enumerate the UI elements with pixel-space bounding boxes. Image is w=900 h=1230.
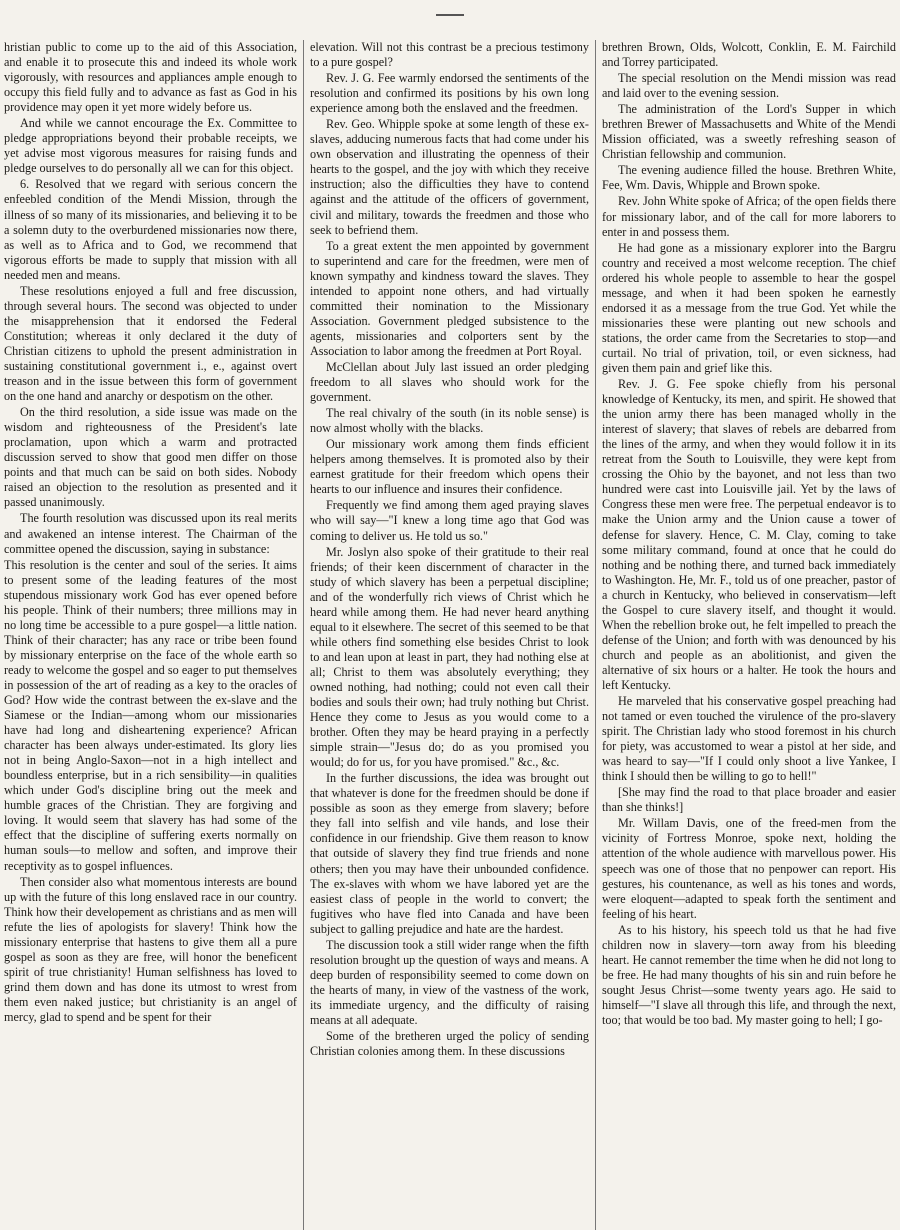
paragraph: Mr. Willam Davis, one of the freed-men from the vicinity of Fortress Monroe, spoke next, holding the attention of the whole audience with marvellous power. His speech was one of those that no penpower can report. His gestures, his countenance, as well as his tones and words, were eloquent—adapted to speak forth the sentiment and feeling of his heart. <box>602 816 896 921</box>
paragraph: The administration of the Lord's Supper in which brethren Brewer of Massachusetts and White of the Mendi Mission officiated, was a sweetly refreshing season of Christian fellowship and communion. <box>602 102 896 162</box>
paragraph: Frequently we find among them aged praying slaves who will say—"I knew a long time ago that God was coming to deliver us. He told us so." <box>310 498 589 543</box>
paragraph: Rev. Geo. Whipple spoke at some length of these ex-slaves, adducing numerous facts that had come under his own observation and illustrating the openness of their hearts to the gospel, and the joy with which they receive instruction; also the difficulties they have to contend against and the attitude of the officers of government, civil and military, towards the freedmen and those who seek to befriend them. <box>310 117 589 237</box>
paragraph: [She may find the road to that place broader and easier than she thinks!] <box>602 785 896 815</box>
paragraph: The real chivalry of the south (in its noble sense) is now almost wholly with the blacks. <box>310 406 589 436</box>
paragraph: Some of the bretheren urged the policy of sending Christian colonies among them. In these discussions <box>310 1029 589 1059</box>
column-3 <box>595 40 900 1230</box>
paragraph: 6. Resolved that we regard with serious concern the enfeebled condition of the Mendi Mission, through the illness of so many of its missionaries, and believing it to be a solemn duty to the overburdened missionaries now there, as well as to Africa and to God, we recommend that vigorous efforts be made to supply that mission with all needed men and means. <box>4 177 297 282</box>
paragraph: McClellan about July last issued an order pledging freedom to all slaves who should work for the government. <box>310 359 589 405</box>
paragraph: Rev. J. G. Fee spoke chiefly from his personal knowledge of Kentucky, its men, and spirit. He showed that the union army there has been managed wholly in the interest of slavery; that slaves of rebels are debarred from the lines of the army, and when they would follow it in its retreat from the South to Louisville, they were kept from crossing the Ohio by the bayonet, and not less than two hundred were cast into Louisville jail. Yet by the laws of Congress these men were free. The perpetual endeavor is to make the Union army and the Union cause a tower of defense for slavery. Hence, C. M. Clay, coming to take some military command, found at once that he could do nothing and be nothing there, and turned back immediately to Washington. He, Mr. F., told us of one preacher, pastor of a church in Kentucky, who believed in conservatism—left the Gospel to cure slavery itself, and thought it would. When the rebellion broke out, he felt impelled to preach the defense of the Union; and forth with was denounced by his church and people as an abolitionist, and given the alternative of six hours or a halter. He took the hours and left Kentucky. <box>602 377 896 692</box>
paragraph: This resolution is the center and soul of the series. It aims to present some of the leading features of the most stupendous missionary work God has ever opened before his people. Think of their numbers; three millions may in no long time be accessible to a pure gospel—a little nation. Think of their character; has any race or tribe been found by missionary enterprise on the face of the whole earth so ready to welcome the gospel and so eager to put themselves in possession of the art of reading as a key to the oracles of God? How wide the contrast between the ex-slave and the Siamese or the Indian—among whom our missionaries have had long and disheartening experience? African character has been always under-estimated. Its glory lies not in being Anglo-Saxon—not in a high intellect and boundless enterprise, but in a rich sensibility—in qualities which under God's discipline bring out the meek and humble graces of the Christian. They are forgiving and loving. It would seem that slavery has had some of the effect that the discipline of suffering exerts normally on human souls—to mellow and soften, and improve their receptivity as to gospel influences. <box>4 557 297 873</box>
paragraph: The fourth resolution was discussed upon its real merits and awakened an intense interest. The Chairman of the committee opened the discussion, saying in substance: <box>4 511 297 556</box>
paragraph: He had gone as a missionary explorer into the Bargru country and received a most welcome reception. The chief ordered his whole people to assemble to hear the gospel message, and when it had been spoken he earnestly endorsed it as a message from the true God. Yet while the missionaries these were planting out new schools and stations, the order came from the Secretaries to stop—and curtail. No trial of privation, toil, or even sickness, had given them pain and grief like this. <box>602 240 896 375</box>
paragraph: hristian public to come up to the aid of this Association, and enable it to prosecute this and indeed its whole work vigorously, with resources and appliances ample enough to occupy this field fully and to advance as fast as God in his providence may open it yet more widely before us. <box>4 40 297 115</box>
paragraph: elevation. Will not this contrast be a precious testimony to a pure gospel? <box>310 40 589 70</box>
article-columns <box>0 40 900 1230</box>
paragraph: He marveled that his conservative gospel preaching had not tamed or even touched the virulence of the pro-slavery spirit. The Christian lady who stood foremost in his church for piety, was accustomed to wear a pistol at her side, and was heard to say—"If I could only shoot a live Yankee, I think I should then be willing to go to hell!" <box>602 694 896 784</box>
paragraph: These resolutions enjoyed a full and free discussion, through several hours. The second was objected to under the misapprehension that it endorsed the Federal Constitution; whereas it only declared it the duty of Christian citizens to uphold the present administration in sustaining constitutional government i., e., against overt treason and in the issue between this form of government on the one hand and anarchy or despotism on the other. <box>4 283 297 404</box>
paragraph: The special resolution on the Mendi mission was read and laid over to the evening session. <box>602 71 896 101</box>
paragraph: brethren Brown, Olds, Wolcott, Conklin, E. M. Fairchild and Torrey participated. <box>602 40 896 70</box>
paragraph: And while we cannot encourage the Ex. Committee to pledge appropriations beyond their probable receipts, we yet advise most vigorous measures for raising funds and pledge ourselves to do personally all we can for this object. <box>4 116 297 176</box>
paragraph: In the further discussions, the idea was brought out that whatever is done for the freedmen should be done if possible as soon as they emerge from slavery; before they fall into selfish and vile hands, and lose their confidence in our friendship. Give them reason to know that outside of slavery they find true friends and none others; then you may have their unbounded confidence. The ex-slaves with whom we have labored yet are the easiest class of people in the world to convert; the fugitives who have fled into Canada and have been subject to galling prejudice and hate are the hardest. <box>310 771 589 936</box>
paragraph: To a great extent the men appointed by government to superintend and care for the freedmen, were men of known sympathy and kindness toward the slaves. They intended to appoint none others, and had virtually committed their nomination to the Missionary Association. Government pledged subsistence to the agents, missionaries and colporters sent by the Association to labor among the freedmen at Port Royal. <box>310 238 589 358</box>
paragraph: Mr. Joslyn also spoke of their gratitude to their real friends; of their keen discernment of character in the study of which slavery has been a perpetual discipline; and of the wonderfully rich views of Christ which he heard while among them. He had never heard anything equal to it elsewhere. The secret of this seemed to be that while others find something else besides Christ to look to and lean upon at least in part, they had nothing else at all; Christ to them was absolutely everything; they owned nothing, had nothing; could not even call their bodies and souls their own; had truly nothing but Christ. Hence they come to Jesus as you would come to a brother. Often they may be heard praying in a perfectly simple strain—"Jesus do; do as you promised you would; do for us, for you have promised." &c., &c. <box>310 544 589 770</box>
column-2 <box>303 40 595 1230</box>
paragraph: Our missionary work among them finds efficient helpers among themselves. It is promoted also by their earnest gratitude for their freedom which opens their hearts to our influence and insures their confidence. <box>310 437 589 497</box>
paragraph: Rev. John White spoke of Africa; of the open fields there for missionary labor, and of the call for more laborers to enter in and possess them. <box>602 194 896 239</box>
paragraph: As to his history, his speech told us that he had five children now in slavery—torn away from his bleeding heart. He cannot remember the time when he did not long to be free. He had many thoughts of his sin and ruin before he sought Jesus Christ—some twenty years ago. He said to himself—"I slave all through this life, and through the next, too; that would be too bad. My master going to hell; I go- <box>602 922 896 1027</box>
paragraph: On the third resolution, a side issue was made on the wisdom and righteousness of the President's late proclamation, upon which a warm and protracted discussion served to show that good men differ on those points and that much can be said on both sides. Nobody raised an objection to the resolution as presented and it passed unanimously. <box>4 405 297 510</box>
paragraph: Then consider also what momentous interests are bound up with the future of this long enslaved race in our country. Think how their developement as christians and as men will refute the lies of apologists for slavery! Think how the missionary enterprise that hastens to give them all a pure gospel as soon as they are free, will honor the beneficent spirit of true christianity! Human selfishness has loved to grind them down and has done its utmost to wrest from them even naked justice; but christianity is an angel of mercy, glad to spend and be spent for their <box>4 874 297 1024</box>
paragraph: The discussion took a still wider range when the fifth resolution brought up the question of ways and means. A deep burden of responsibility seemed to come down on the hearts of many, in view of the vastness of the work, its immediate urgency, and the difficulty of raising means at all adequate. <box>310 937 589 1027</box>
column-1 <box>0 40 303 1230</box>
header-rule <box>436 14 464 16</box>
paragraph: The evening audience filled the house. Brethren White, Fee, Wm. Davis, Whipple and Brown spoke. <box>602 163 896 193</box>
paragraph: Rev. J. G. Fee warmly endorsed the sentiments of the resolution and confirmed its positions by his own long experience among both the enslaved and the freedmen. <box>310 71 589 116</box>
